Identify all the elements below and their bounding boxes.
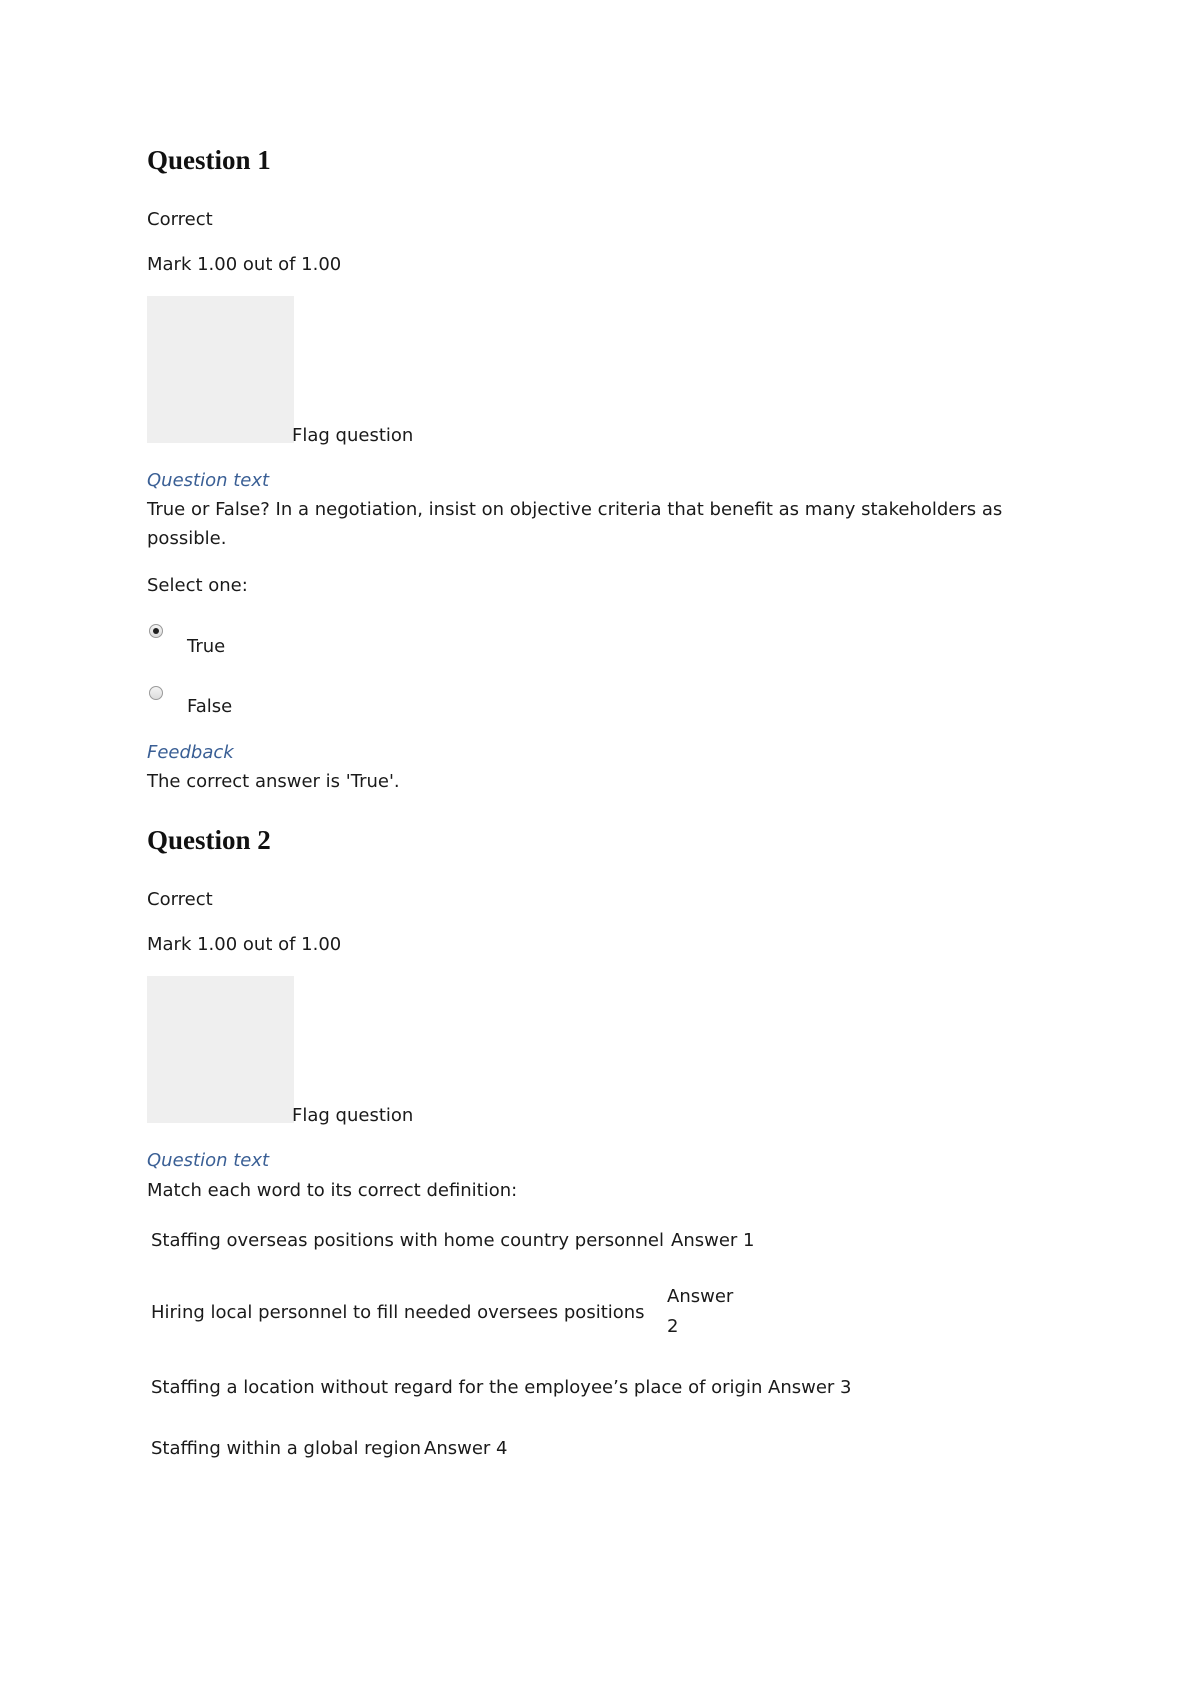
match-row-4-answer-select[interactable]: Answer 4 <box>424 1438 508 1459</box>
question-2-flag-icon[interactable] <box>147 976 294 1123</box>
match-row-4-text: Staffing within a global region <box>151 1438 422 1459</box>
question-1-option-false-label[interactable]: False <box>187 696 233 717</box>
question-2-flag-button[interactable]: Flag question <box>292 1105 414 1126</box>
question-1-option-true-radio[interactable] <box>149 624 163 638</box>
match-row-3-text: Staffing a location without regard for the employee’s place of origin <box>151 1377 763 1398</box>
question-1-mark: Mark 1.00 out of 1.00 <box>147 254 342 275</box>
question-1-option-true-label[interactable]: True <box>187 636 226 657</box>
question-1-text-label: Question text <box>147 470 270 491</box>
question-2-text: Match each word to its correct definition: <box>147 1180 518 1201</box>
question-1-flag-icon[interactable] <box>147 296 294 443</box>
match-row-2-answer-word: Answer <box>667 1286 734 1307</box>
question-2-mark: Mark 1.00 out of 1.00 <box>147 934 342 955</box>
question-1-feedback-label: Feedback <box>147 742 234 763</box>
question-1-select-prompt: Select one: <box>147 575 248 596</box>
question-1-status: Correct <box>147 209 213 230</box>
match-row-3-answer-select[interactable]: Answer 3 <box>768 1377 852 1398</box>
match-row-1-text: Staffing overseas positions with home country personnel <box>151 1230 664 1251</box>
question-1-feedback-text: The correct answer is 'True'. <box>147 771 400 792</box>
question-2-status: Correct <box>147 889 213 910</box>
match-row-2-answer-number: 2 <box>667 1316 679 1337</box>
question-1-text: True or False? In a negotiation, insist on objective criteria that benefit as many stakeholders as possible. <box>147 499 1003 549</box>
question-1-title: Question 1 <box>147 145 271 175</box>
match-row-2-answer-select[interactable] <box>667 1282 757 1342</box>
question-1-option-false-radio[interactable] <box>149 686 163 700</box>
match-row-1-answer-select[interactable]: Answer 1 <box>671 1230 755 1251</box>
question-2-text-label: Question text <box>147 1150 270 1171</box>
question-2-title: Question 2 <box>147 825 271 855</box>
question-1-flag-button[interactable]: Flag question <box>292 425 414 446</box>
match-row-2-text: Hiring local personnel to fill needed oversees positions <box>151 1302 645 1323</box>
